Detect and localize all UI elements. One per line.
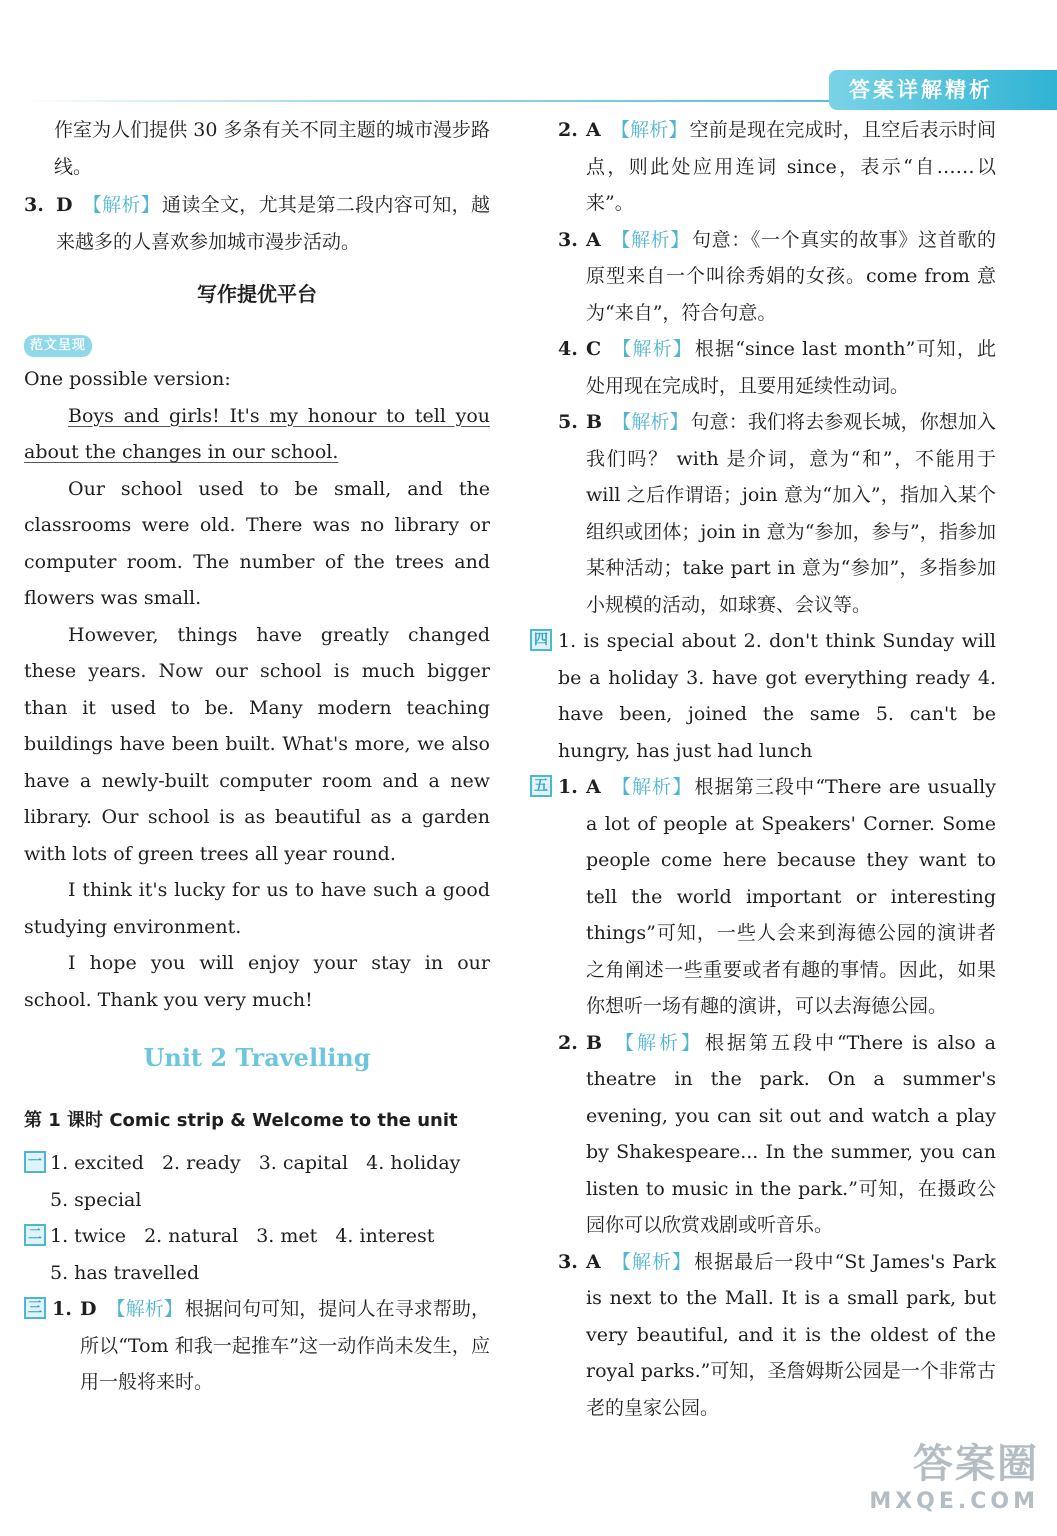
right-q4 <box>530 331 996 404</box>
q-number: 3. <box>558 228 578 251</box>
essay-intro: One possible version: <box>24 368 231 390</box>
q-answer: A <box>586 1250 601 1273</box>
watermark-url: MXQE.COM <box>869 1489 1039 1514</box>
section-1-items <box>50 1145 490 1182</box>
q-explanation: 通读全文，尤其是第二段内容可知，越来越多的人喜欢参加城市漫步活动。 <box>56 194 490 253</box>
q-explanation: 根据最后一段中“St James's Park is next to the Mall. It is a small park, but very beautiful, and it is the oldest of the royal parks.”可知，圣詹姆斯公园是一个非常古老的皇家公园。 <box>586 1250 996 1419</box>
answer-item: 2. natural <box>144 1225 239 1247</box>
answer-item: 3. met <box>256 1225 318 1247</box>
q-explanation: 根据“since last month”可知，此处用现在完成时，且要用延续性动词。 <box>586 338 996 397</box>
q-answer: B <box>586 1031 603 1054</box>
section-badge: 一 <box>24 1151 46 1173</box>
sample-essay-badge: 范文呈现 <box>24 335 92 357</box>
q-explanation: 句意：我们将去参观长城，你想加入我们吗？ with 是介词，意为“和”，不能用于 will 之后作谓语；join 意为“加入”，指加入某个组织或团体；join in 意为“参加，参与”，指参加某种活动；take part in 意为“参加”，多指参加小规模的活动，如球赛、会议等。 <box>586 411 996 616</box>
section-2-items <box>50 1218 490 1255</box>
writing-section-title: 写作提优平台 <box>197 282 317 306</box>
essay-paragraph-2: Our school used to be small, and the classrooms were old. There was no library or computer room. The number of the trees and flowers was small. <box>24 477 490 609</box>
analysis-tag: 【解析】 <box>610 228 690 251</box>
right-q3 <box>530 222 996 332</box>
essay-paragraph-1: Boys and girls! It's my honour to tell you about the changes in our school. <box>24 404 490 463</box>
q-answer: B <box>586 411 603 433</box>
answer-item: 4. interest <box>335 1225 435 1247</box>
right-q2 <box>530 112 996 222</box>
analysis-tag: 【解析】 <box>612 1031 704 1054</box>
q-explanation: 句意：《一个真实的故事》这首歌的原型来自一个叫徐秀娟的女孩。come from 意为“来自”，符合句意。 <box>586 228 996 324</box>
section-2 <box>24 1218 490 1291</box>
section-5-q1 <box>530 769 996 1025</box>
watermark-text: 答案圈 <box>913 1441 1039 1487</box>
answer-item: 5. special <box>50 1188 142 1211</box>
analysis-tag: 【解析】 <box>611 338 693 360</box>
essay-paragraph-4: I think it's lucky for us to have such a good studying environment. <box>24 879 490 938</box>
section-5-q2 <box>530 1025 996 1244</box>
answer-item: 5. has travelled <box>50 1261 200 1284</box>
q-answer: D <box>56 194 73 216</box>
q-answer: A <box>586 228 601 251</box>
q-number: 3. <box>24 194 44 216</box>
essay-paragraph-5: I hope you will enjoy your stay in our school. Thank you very much! <box>24 952 490 1011</box>
unit-title: Unit 2 Travelling <box>143 1043 371 1072</box>
analysis-tag: 【解析】 <box>82 194 161 216</box>
q-explanation: 根据问句可知，提问人在寻求帮助，所以“Tom 和我一起推车”这一动作尚未发生，应用一般将来时。 <box>80 1298 490 1393</box>
header-tab: 答案详解精析 <box>829 70 1057 110</box>
q-explanation: 根据第三段中“There are usually a lot of people at Speakers' Corner. Some people come here because they want to tell the world important or interesting things”可知，一些人会来到海德公园的演讲者之角阐述一些重要或者有趣的事情。因此，如果你想听一场有趣的演讲，可以去海德公园。 <box>586 776 996 1017</box>
q-number: 1. <box>558 776 578 798</box>
section-badge: 五 <box>530 775 552 797</box>
answer-item: 1. excited <box>50 1152 144 1174</box>
analysis-tag: 【解析】 <box>106 1298 183 1320</box>
section-4 <box>530 623 996 769</box>
q-number: 1. <box>52 1298 72 1320</box>
answer-item: 4. holiday <box>366 1152 461 1174</box>
q-answer: C <box>586 338 602 360</box>
q-explanation: 根据第五段中“There is also a theatre in the park. On a summer's evening, you can sit out and watch a play by Shakespeare... In the summer, you can listen to music in the park.”可知，在摄政公园你可以欣赏戏剧或听音乐。 <box>586 1031 996 1236</box>
analysis-tag: 【解析】 <box>610 776 693 798</box>
answer-item: 3. capital <box>258 1152 349 1174</box>
lesson-title: 第 1 课时 Comic strip & Welcome to the unit <box>24 1109 458 1131</box>
analysis-tag: 【解析】 <box>610 1250 693 1273</box>
section-5-q3 <box>530 1244 996 1427</box>
q-answer: A <box>586 119 601 141</box>
section-badge: 三 <box>24 1297 46 1319</box>
q-explanation: 空前是现在完成时，且空后表示时间点，则此处应用连词 since，表示“自……以来”。 <box>586 119 996 214</box>
left-q3 <box>24 187 490 260</box>
analysis-tag: 【解析】 <box>610 119 688 141</box>
section-4-answers: 1. is special about 2. don't think Sunday will be a holiday 3. have got everything ready 4. have been, joined the same 5. can't be hungry, has just had lunch <box>558 630 996 762</box>
section-3 <box>24 1291 490 1401</box>
q-number: 5. <box>558 411 578 433</box>
q-number: 2. <box>558 1031 578 1054</box>
section-1 <box>24 1145 490 1218</box>
analysis-tag: 【解析】 <box>612 411 689 433</box>
q-number: 3. <box>558 1250 578 1273</box>
section-badge: 二 <box>24 1224 46 1246</box>
section-badge: 四 <box>530 629 552 651</box>
q-number: 2. <box>558 119 578 141</box>
watermark-logo <box>869 1432 1039 1514</box>
q-answer: A <box>586 776 601 798</box>
left-column <box>24 112 490 1401</box>
answer-item: 1. twice <box>50 1225 127 1247</box>
continued-text: 作室为人们提供 30 多条有关不同主题的城市漫步路线。 <box>54 119 490 178</box>
q-number: 4. <box>558 338 578 360</box>
right-q5 <box>530 404 996 623</box>
right-column <box>530 112 996 1426</box>
q-answer: D <box>80 1298 97 1320</box>
header-rule <box>20 100 840 102</box>
essay-paragraph-3: However, things have greatly changed these years. Now our school is much bigger than it used to be. Many modern teaching buildings have been built. What's more, we also have a newly-built computer room and a new library. Our school is as beautiful as a garden with lots of green trees all year round. <box>24 623 490 865</box>
answer-item: 2. ready <box>161 1152 241 1174</box>
